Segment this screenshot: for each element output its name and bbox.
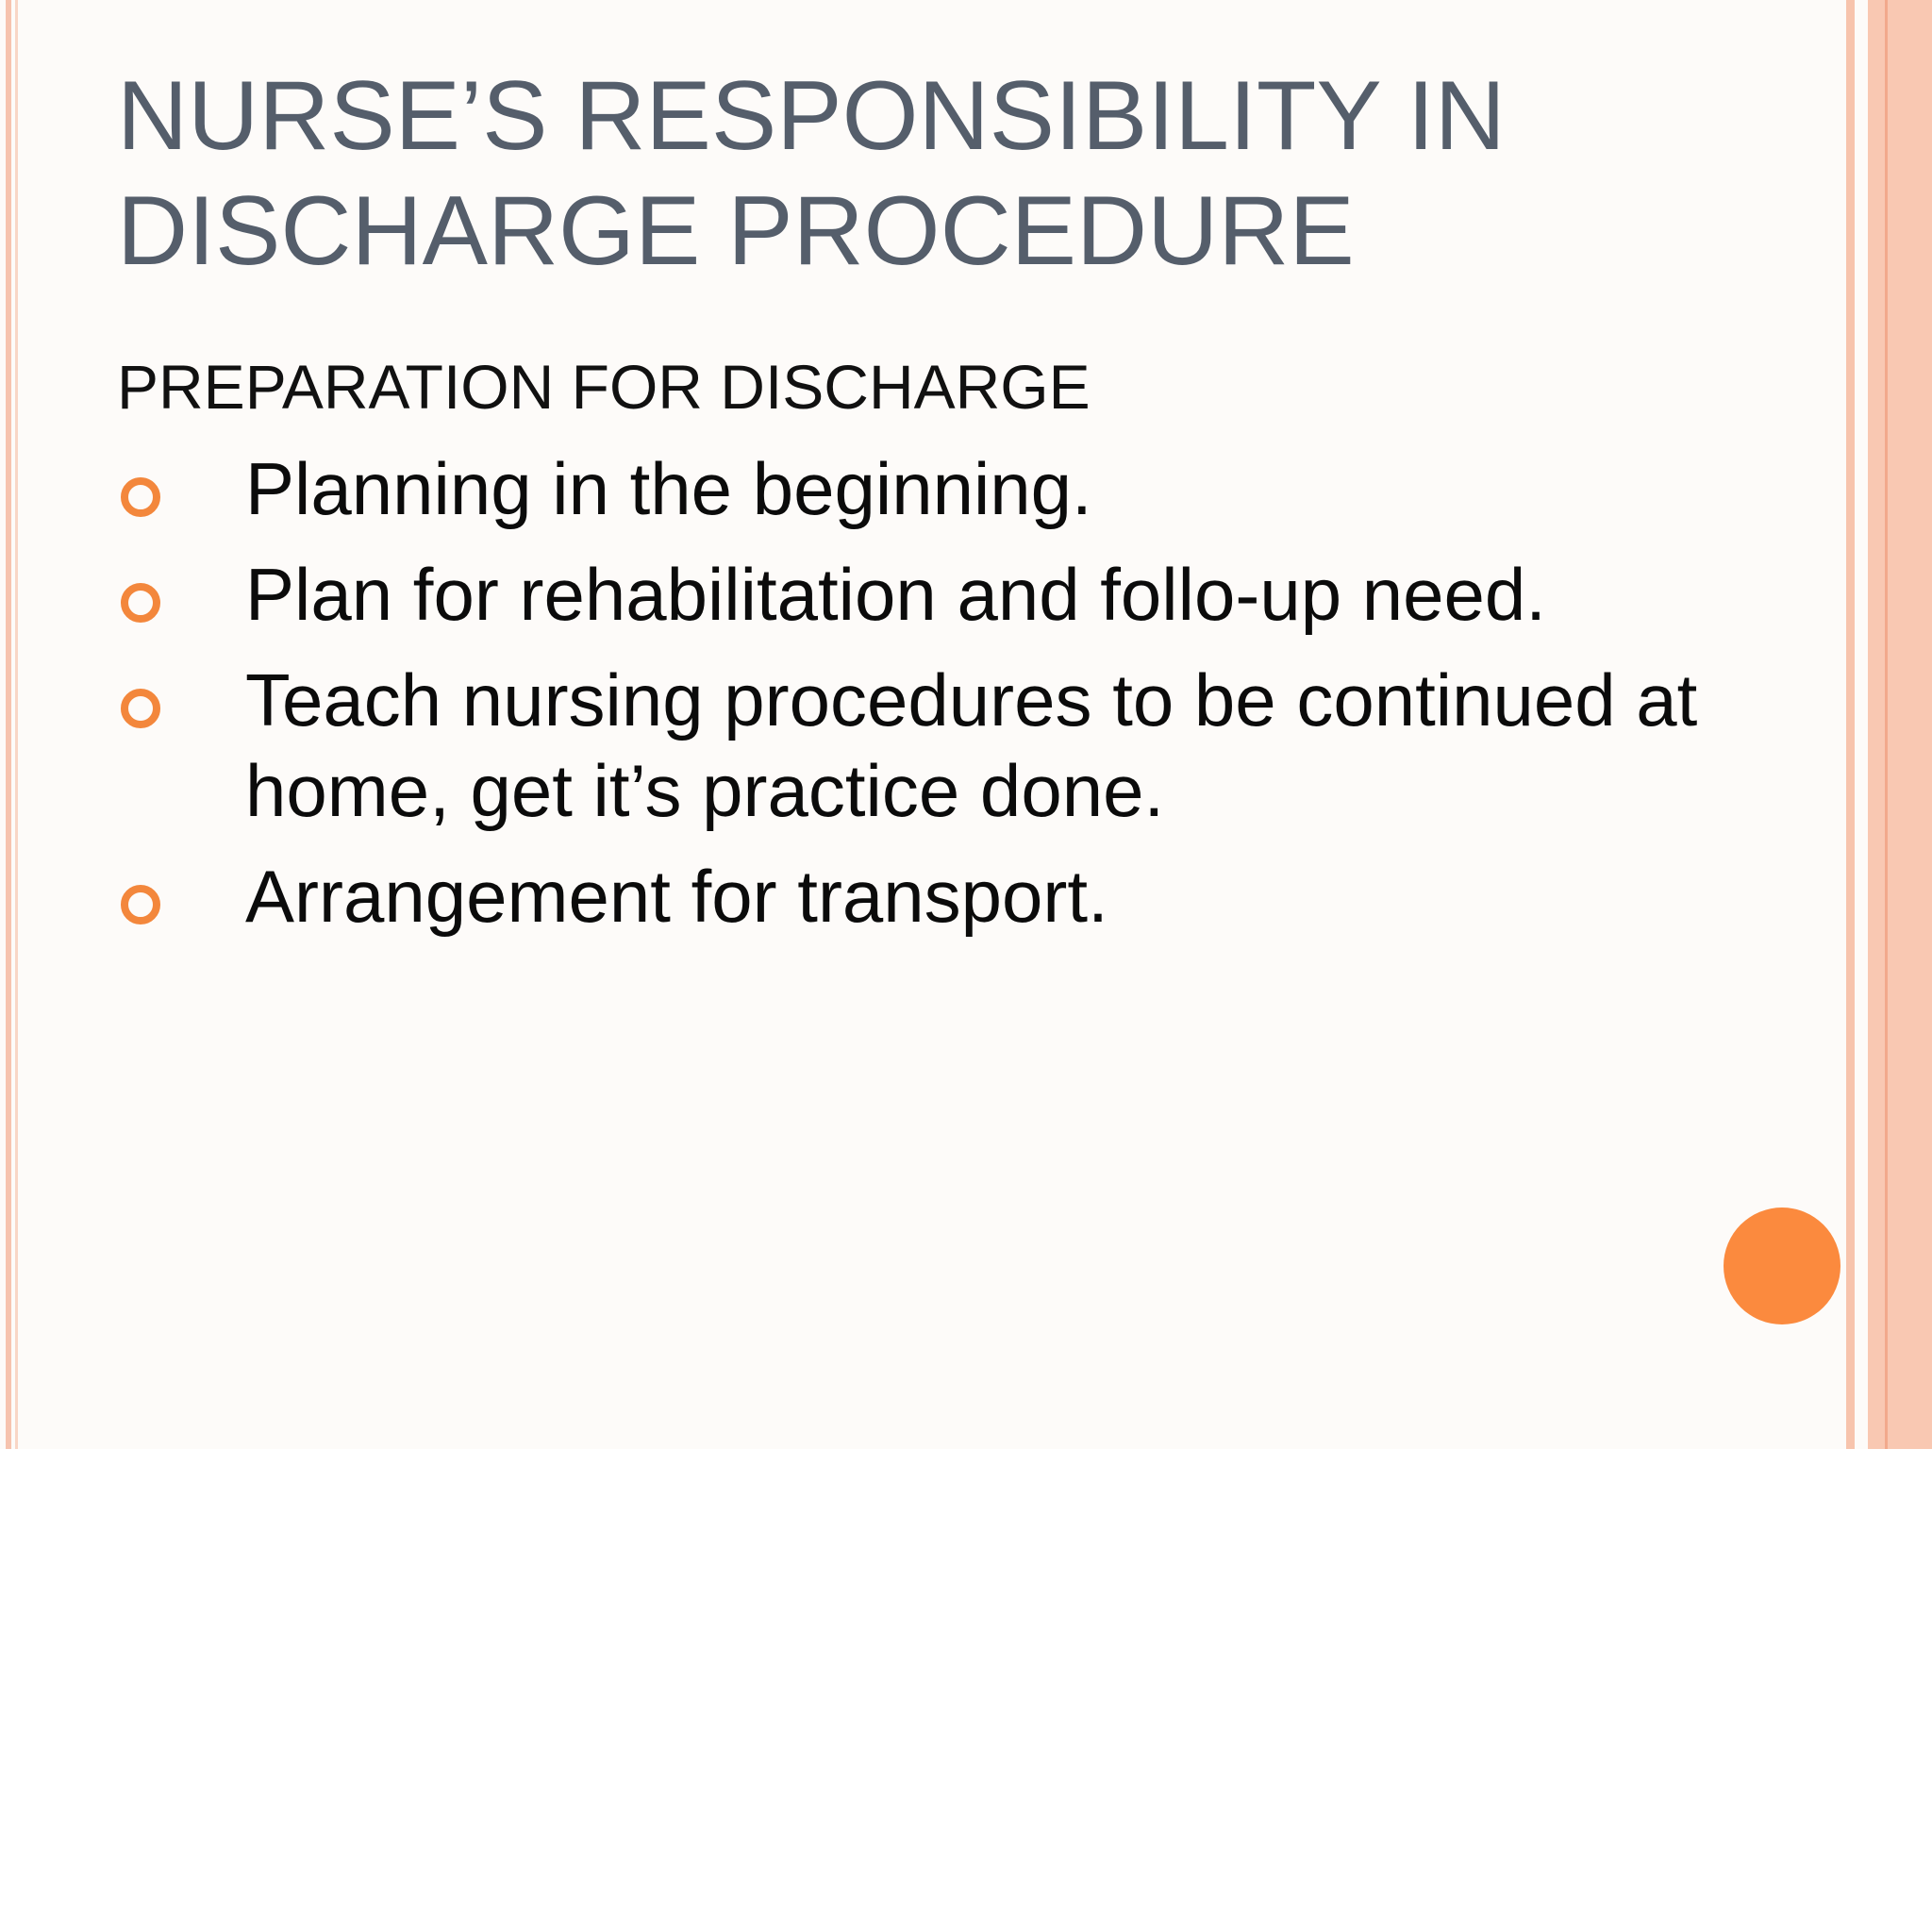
left-border-line-thin [15,0,18,1449]
slide-title-line-2: DISCHARGE PROCEDURE [117,176,1355,286]
bullet-item [117,851,1721,941]
right-border-line [1846,0,1855,1449]
blank-area-below-slide [0,1449,1932,1932]
bullet-list [117,443,1721,957]
bullet-item [117,443,1721,534]
hollow-circle-icon [121,885,160,924]
bullet-text: Arrangement for transport. [245,855,1108,938]
bullet-item [117,549,1721,640]
bullet-text: Planning in the beginning. [245,447,1092,530]
section-subheading: PREPARATION FOR DISCHARGE [117,352,1091,422]
bullet-text: Plan for rehabilitation and follo-up need. [245,553,1546,636]
slide-title-line-1: NURSE’S RESPONSIBILITY IN [117,61,1506,171]
left-border-line [6,0,11,1449]
right-border-band-line [1885,0,1888,1449]
bullet-text: Teach nursing procedures to be continued at home, get it’s practice done. [245,658,1698,832]
hollow-circle-icon [121,477,160,517]
hollow-circle-icon [121,689,160,728]
bullet-item [117,655,1721,836]
slide-title [117,58,1645,289]
right-border-band [1868,0,1932,1449]
hollow-circle-icon [121,583,160,623]
decorative-orange-circle [1724,1208,1840,1324]
